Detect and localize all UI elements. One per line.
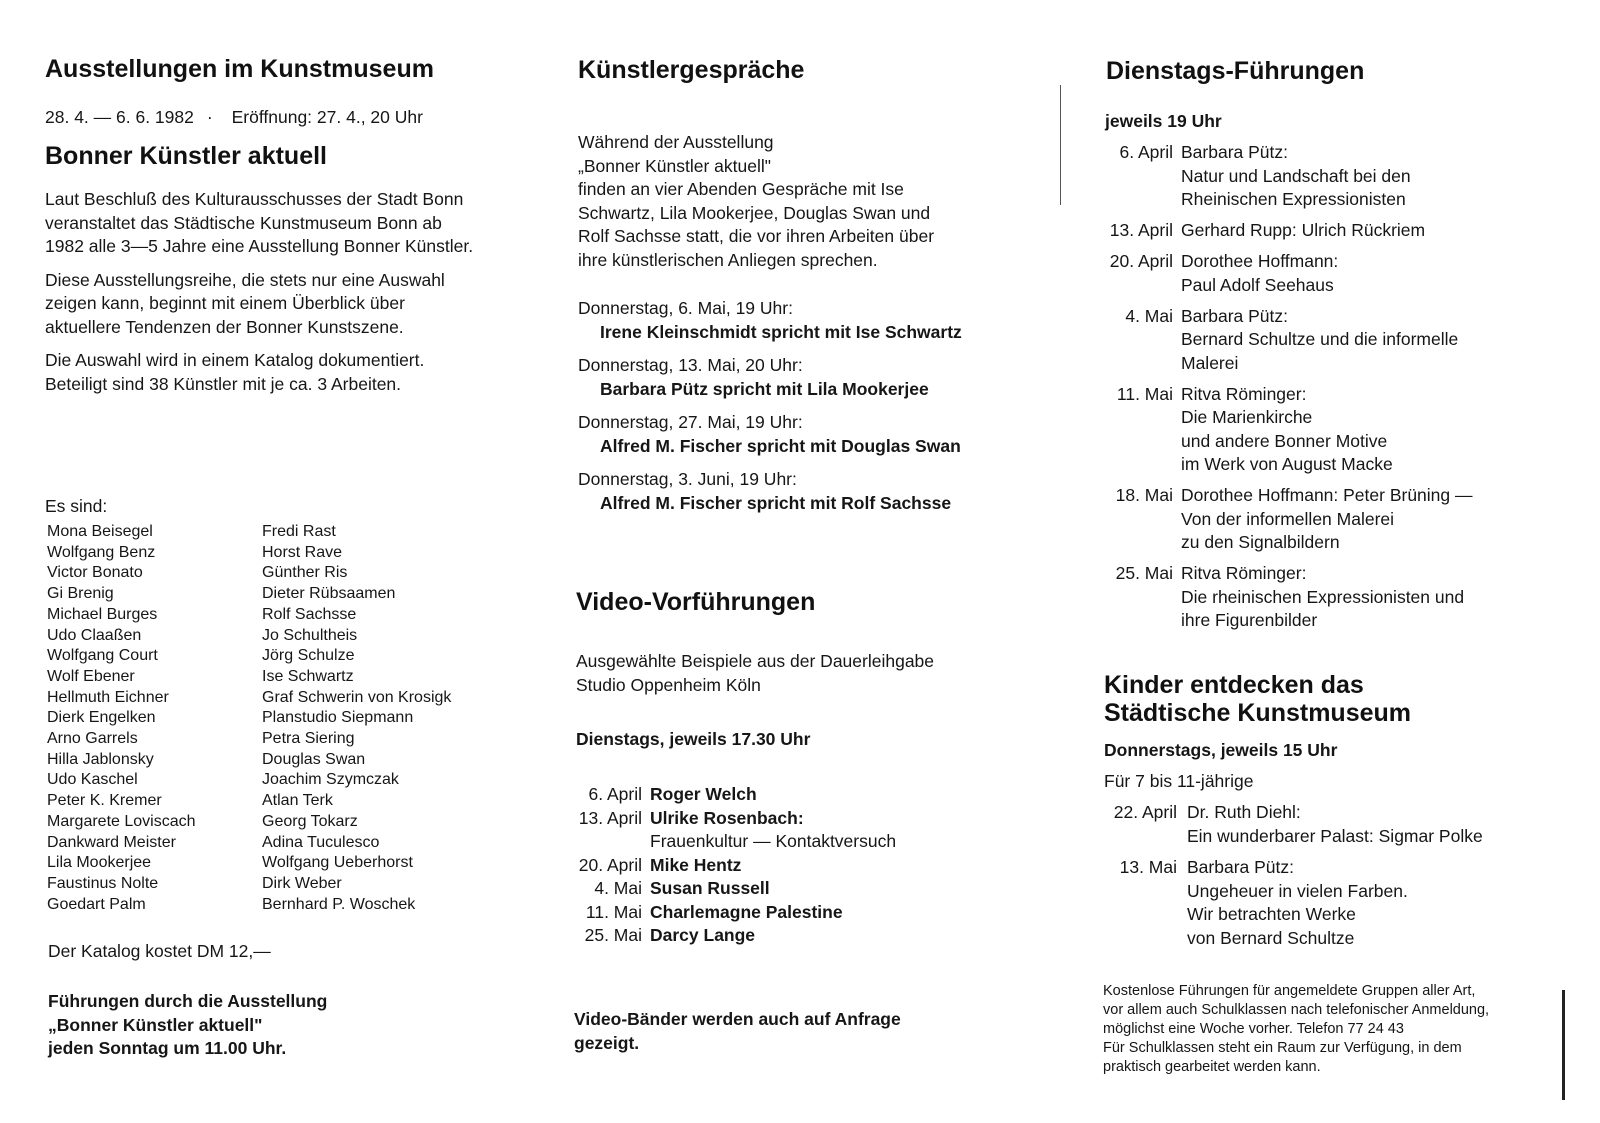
artist-list-left — [47, 522, 262, 915]
tour-line: Paul Adolf Seehaus — [1181, 274, 1334, 295]
artist-name: Georg Tokarz — [262, 812, 358, 830]
talk-entry — [578, 411, 962, 458]
tour-line: Dorothee Hoffmann: — [1181, 251, 1339, 271]
kids-tour-details — [1187, 801, 1483, 848]
tour-details — [1181, 250, 1338, 297]
kids-tour-line: Ungeheuer in vielen Farben. — [1187, 880, 1408, 901]
artist-name: Horst Rave — [262, 543, 343, 561]
tour-date: 13. April — [1109, 220, 1173, 240]
video-row — [568, 854, 896, 878]
exhibition-dates-line — [45, 106, 423, 130]
video-artist: Charlemagne Palestine — [650, 901, 843, 922]
sunday-tours — [48, 990, 327, 1061]
kids-tour-line: Ein wunderbarer Palast: Sigmar Polke — [1187, 825, 1483, 846]
tour-row — [1103, 562, 1473, 633]
talks-intro-line: Schwartz, Lila Mookerjee, Douglas Swan und — [578, 202, 931, 223]
artists-intro: Es sind: — [45, 496, 108, 516]
video-details — [650, 854, 741, 878]
exhibition-title: Bonner Künstler aktuell — [45, 142, 327, 170]
video-details — [650, 901, 843, 925]
kids-tour-details — [1187, 856, 1408, 950]
video-row — [568, 924, 896, 948]
kids-age: Für 7 bis 11-jährige — [1104, 771, 1254, 791]
video-date: 6. April — [588, 784, 642, 804]
heading-kids-line: Städtische Kunstmuseum — [1104, 699, 1412, 727]
artist-list — [47, 522, 451, 915]
heading-artist-talks: Künstlergespräche — [578, 56, 805, 84]
kids-tour-date: 22. April — [1113, 802, 1177, 822]
talks-schedule — [578, 297, 962, 525]
talk-date: Donnerstag, 27. Mai, 19 Uhr: — [578, 412, 803, 432]
edge-mark — [1562, 990, 1565, 1100]
tour-details — [1181, 219, 1425, 243]
tour-details — [1181, 562, 1464, 633]
artist-name: Wolfgang Ueberhorst — [262, 854, 413, 872]
artist-name: Mona Beisegel — [47, 523, 153, 540]
artist-name: Goedart Palm — [47, 895, 146, 913]
artist-name: Gi Brenig — [47, 585, 114, 603]
talk-participants: Alfred M. Fischer spricht mit Douglas Swan — [600, 435, 961, 456]
tour-row — [1103, 141, 1473, 212]
tour-line: Bernard Schultze und die informelle — [1181, 329, 1459, 349]
tour-line: und andere Bonner Motive — [1181, 430, 1388, 451]
video-artist: Mike Hentz — [650, 854, 742, 875]
video-artist: Darcy Lange — [650, 925, 756, 945]
separator-bullet: · — [206, 107, 213, 127]
kids-tour-line: von Bernard Schultze — [1187, 927, 1355, 948]
heading-video: Video-Vorführungen — [576, 588, 816, 616]
tour-line: im Werk von August Macke — [1181, 454, 1393, 474]
video-row — [568, 877, 896, 901]
kids-tour-schedule — [1103, 801, 1483, 958]
footnote-line: Kostenlose Führungen für angemeldete Gruppen aller Art, — [1103, 983, 1476, 999]
artist-name: Wolfgang Benz — [47, 543, 156, 561]
footnote-line: vor allem auch Schulklassen nach telefonischer Anmeldung, — [1103, 1002, 1490, 1018]
artist-name: Douglas Swan — [262, 750, 366, 768]
artist-name: Michael Burges — [47, 605, 158, 623]
video-intro-line: Ausgewählte Beispiele aus der Dauerleihgabe — [576, 651, 935, 671]
kids-tour-line: Wir betrachten Werke — [1187, 904, 1356, 924]
video-date: 13. April — [578, 807, 642, 828]
artist-name: Arno Garrels — [47, 730, 138, 748]
tour-date: 18. Mai — [1115, 485, 1173, 505]
video-artist: Roger Welch — [650, 784, 757, 804]
video-note-line: gezeigt. — [574, 1032, 640, 1053]
video-date: 20. April — [578, 854, 642, 875]
artist-name: Adina Tuculesco — [262, 833, 380, 851]
artist-name: Peter K. Kremer — [47, 792, 162, 810]
tour-line: Die rheinischen Expressionisten und — [1181, 586, 1465, 607]
tour-date: 4. Mai — [1125, 305, 1173, 326]
artist-name: Günther Ris — [262, 564, 348, 582]
kids-tour-line: Dr. Ruth Diehl: — [1187, 802, 1301, 822]
tour-line: Die Marienkirche — [1181, 407, 1313, 427]
talk-participants: Barbara Pütz spricht mit Lila Mookerjee — [600, 378, 929, 399]
talks-intro-line: Rolf Sachsse statt, die vor ihren Arbeiten über — [578, 226, 935, 246]
artist-name: Jörg Schulze — [262, 647, 355, 665]
artist-name: Udo Kaschel — [47, 771, 138, 789]
artist-name: Ise Schwartz — [262, 667, 354, 685]
tour-line: Barbara Pütz: — [1181, 142, 1288, 162]
fold-mark — [1060, 85, 1061, 205]
artist-name: Wolfgang Court — [47, 647, 158, 665]
video-date: 11. Mai — [585, 901, 642, 922]
talk-entry — [578, 354, 962, 401]
video-note — [574, 1008, 901, 1055]
artist-name: Wolf Ebener — [47, 667, 135, 685]
tour-row — [1103, 383, 1473, 477]
video-row — [568, 807, 896, 854]
artist-name: Udo Claaßen — [47, 626, 142, 644]
tour-date: 6. April — [1119, 142, 1173, 162]
tour-line: ihre Figurenbilder — [1181, 610, 1318, 630]
artist-name: Rolf Sachsse — [262, 605, 357, 623]
kids-tour-date: 13. Mai — [1119, 857, 1177, 877]
artist-name: Jo Schultheis — [262, 626, 358, 644]
footnote — [1103, 982, 1489, 1077]
tour-line: Von der informellen Malerei — [1181, 508, 1395, 529]
paragraph-series: Diese Ausstellungsreihe, die stets nur eine Auswahl zeigen kann, beginnt mit einem Überblick über aktuellere Tendenzen der Bonner Kunstszene. — [45, 269, 445, 337]
talks-intro-line: Während der Ausstellung — [578, 132, 774, 152]
video-subtitle: Frauenkultur — Kontaktversuch — [650, 831, 897, 851]
tour-date: 11. Mai — [1116, 383, 1173, 404]
video-row — [568, 783, 896, 807]
talks-intro — [578, 131, 934, 272]
video-artist: Susan Russell — [650, 878, 770, 898]
tour-row — [1103, 484, 1473, 555]
artist-name: Fredi Rast — [262, 523, 336, 540]
tuesday-tour-schedule — [1103, 141, 1473, 640]
tour-details — [1181, 484, 1473, 555]
video-note-line: Video-Bänder werden auch auf Anfrage — [574, 1009, 901, 1029]
artist-name: Joachim Szymczak — [262, 771, 399, 789]
video-details — [650, 877, 770, 901]
footnote-line: Für Schulklassen steht ein Raum zur Verfügung, in dem — [1103, 1040, 1462, 1056]
kids-tour-line: Barbara Pütz: — [1187, 857, 1294, 877]
artist-name: Atlan Terk — [262, 792, 333, 810]
tour-details — [1181, 383, 1393, 477]
tour-details — [1181, 141, 1411, 212]
heading-kids — [1104, 671, 1411, 727]
tuesday-time: jeweils 19 Uhr — [1105, 111, 1222, 131]
video-row — [568, 901, 896, 925]
tour-line: Ritva Röminger: — [1181, 383, 1307, 404]
artist-name: Margarete Loviscach — [47, 812, 196, 830]
artist-name: Petra Siering — [262, 730, 355, 748]
catalog-price: Der Katalog kostet DM 12,— — [48, 941, 271, 961]
tour-line: Rheinischen Expressionisten — [1181, 189, 1406, 209]
paragraph-resolution: Laut Beschluß des Kulturausschusses der Stadt Bonn veranstaltet das Städtische Kunstmuseum Bonn ab 1982 alle 3—5 Jahre eine Ausstellung Bonner Künstler. — [45, 189, 474, 256]
artist-name: Victor Bonato — [47, 564, 143, 582]
artist-list-right — [262, 522, 451, 915]
tour-line: Gerhard Rupp: Ulrich Rückriem — [1181, 220, 1426, 240]
talks-intro-line: „Bonner Künstler aktuell" — [578, 155, 771, 176]
artist-name: Planstudio Siepmann — [262, 709, 414, 727]
video-details — [650, 783, 757, 807]
artist-name: Dierk Engelken — [47, 709, 156, 727]
talk-entry — [578, 468, 962, 515]
footnote-line: möglichst eine Woche vorher. Telefon 77 24 43 — [1103, 1021, 1404, 1037]
talks-intro-line: finden an vier Abenden Gespräche mit Ise — [578, 179, 904, 199]
kids-tour-row — [1103, 856, 1483, 950]
video-date: 4. Mai — [594, 878, 642, 898]
exhibition-dates: 28. 4. — 6. 6. 1982 — [45, 107, 194, 127]
video-schedule — [568, 783, 896, 948]
heading-tuesday-tours: Dienstags-Führungen — [1106, 57, 1365, 85]
video-details — [650, 807, 896, 854]
talk-participants: Irene Kleinschmidt spricht mit Ise Schwartz — [600, 321, 962, 342]
artist-name: Dirk Weber — [262, 874, 342, 892]
kids-tour-row — [1103, 801, 1483, 848]
talk-date: Donnerstag, 6. Mai, 19 Uhr: — [578, 298, 793, 318]
tour-row — [1103, 250, 1473, 297]
tour-row — [1103, 219, 1473, 243]
tour-line: Barbara Pütz: — [1181, 305, 1288, 326]
opening-date: Eröffnung: 27. 4., 20 Uhr — [231, 107, 423, 127]
video-details — [650, 924, 755, 948]
tour-date: 25. Mai — [1115, 563, 1173, 583]
tour-date: 20. April — [1109, 251, 1173, 271]
tour-details — [1181, 305, 1458, 376]
talks-intro-line: ihre künstlerischen Anliegen sprechen. — [578, 249, 878, 270]
tour-row — [1103, 305, 1473, 376]
artist-name: Dieter Rübsaamen — [262, 585, 396, 603]
tour-line: Malerei — [1181, 352, 1239, 373]
artist-name: Dankward Meister — [47, 833, 176, 851]
artist-name: Faustinus Nolte — [47, 874, 159, 892]
heading-exhibitions: Ausstellungen im Kunstmuseum — [45, 55, 434, 83]
tour-line: Ritva Röminger: — [1181, 563, 1307, 583]
sunday-tours-line: Führungen durch die Ausstellung — [48, 991, 328, 1011]
footnote-line: praktisch gearbeitet werden kann. — [1103, 1059, 1321, 1075]
exhibition-description — [45, 188, 485, 406]
artist-name: Hilla Jablonsky — [47, 750, 154, 768]
talk-participants: Alfred M. Fischer spricht mit Rolf Sachsse — [600, 492, 952, 513]
artist-name: Lila Mookerjee — [47, 854, 152, 872]
artist-name: Bernhard P. Woschek — [262, 895, 416, 913]
video-date: 25. Mai — [584, 925, 642, 945]
heading-kids-line: Kinder entdecken das — [1104, 671, 1364, 699]
talk-entry — [578, 297, 962, 344]
talk-date: Donnerstag, 3. Juni, 19 Uhr: — [578, 469, 797, 489]
tour-line: Dorothee Hoffmann: Peter Brüning — — [1181, 485, 1473, 505]
artist-name: Graf Schwerin von Krosigk — [262, 688, 452, 706]
tour-line: zu den Signalbildern — [1181, 532, 1340, 552]
video-artist: Ulrike Rosenbach: — [650, 807, 804, 828]
video-intro — [576, 650, 934, 697]
sunday-tours-line: jeden Sonntag um 11.00 Uhr. — [48, 1038, 287, 1058]
paragraph-catalog: Die Auswahl wird in einem Katalog dokumentiert. Beteiligt sind 38 Künstler mit je ca. 3 Arbeiten. — [45, 350, 425, 394]
kids-time: Donnerstags, jeweils 15 Uhr — [1104, 740, 1338, 760]
video-intro-line: Studio Oppenheim Köln — [576, 674, 761, 695]
sunday-tours-line: „Bonner Künstler aktuell" — [48, 1014, 263, 1035]
tour-line: Natur und Landschaft bei den — [1181, 165, 1411, 186]
talk-date: Donnerstag, 13. Mai, 20 Uhr: — [578, 355, 803, 375]
artist-name: Hellmuth Eichner — [47, 688, 169, 706]
video-schedule-time: Dienstags, jeweils 17.30 Uhr — [576, 729, 811, 749]
